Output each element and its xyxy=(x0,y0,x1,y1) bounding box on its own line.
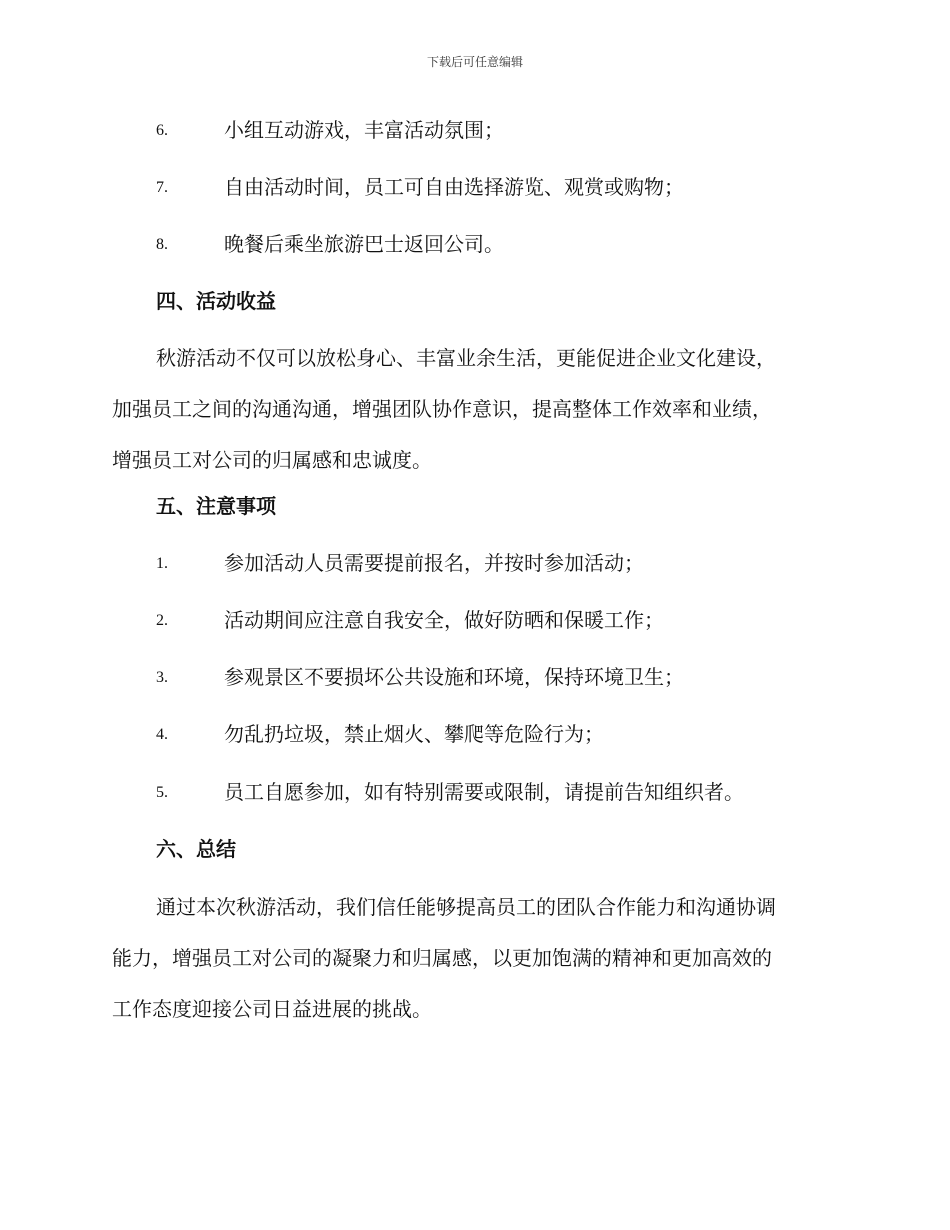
list-item-text: 勿乱扔垃圾，禁止烟火、攀爬等危险行为； xyxy=(224,722,604,746)
list-item xyxy=(0,115,950,145)
paragraph-line: 能力，增强员工对公司的凝聚力和归属感，以更加饱满的精神和更加高效的 xyxy=(112,946,772,970)
list-item-number: 6. xyxy=(156,122,168,139)
paragraph-summary xyxy=(112,882,842,1035)
list-item-text: 员工自愿参加，如有特别需要或限制，请提前告知组织者。 xyxy=(224,780,744,804)
paragraph-line: 增强员工对公司的归属感和忠诚度。 xyxy=(112,448,432,472)
list-item xyxy=(0,719,950,749)
list-item xyxy=(0,229,950,259)
list-item-text: 小组互动游戏，丰富活动氛围； xyxy=(224,118,504,142)
list-item-number: 2. xyxy=(156,612,168,629)
paragraph-line: 通过本次秋游活动，我们信任能够提高员工的团队合作能力和沟通协调 xyxy=(156,895,776,919)
list-item-text: 活动期间应注意自我安全，做好防晒和保暖工作； xyxy=(224,608,664,632)
list-item-text: 参加活动人员需要提前报名，并按时参加活动； xyxy=(224,551,644,575)
list-item-number: 3. xyxy=(156,669,168,686)
list-item xyxy=(0,777,950,807)
section-heading-benefits: 四、活动收益 xyxy=(156,289,276,313)
list-item-number: 4. xyxy=(156,726,168,743)
paragraph-line: 工作态度迎接公司日益进展的挑战。 xyxy=(112,997,432,1021)
list-item-text: 自由活动时间，员工可自由选择游览、观赏或购物； xyxy=(224,175,684,199)
section-heading-summary: 六、总结 xyxy=(156,837,236,861)
list-item xyxy=(0,605,950,635)
paragraph-line: 加强员工之间的沟通沟通，增强团队协作意识，提高整体工作效率和业绩， xyxy=(112,397,772,421)
list-item-text: 晚餐后乘坐旅游巴士返回公司。 xyxy=(224,232,504,256)
list-item xyxy=(0,172,950,202)
list-item xyxy=(0,662,950,692)
list-item-number: 7. xyxy=(156,179,168,196)
paragraph-line: 秋游活动不仅可以放松身心、丰富业余生活，更能促进企业文化建设， xyxy=(156,346,776,370)
list-item xyxy=(0,548,950,578)
list-item-number: 8. xyxy=(156,236,168,253)
paragraph-benefits xyxy=(112,333,842,486)
section-heading-notes: 五、注意事项 xyxy=(156,494,276,518)
list-item-number: 5. xyxy=(156,784,168,801)
list-item-number: 1. xyxy=(156,555,168,572)
list-item-text: 参观景区不要损坏公共设施和环境，保持环境卫生； xyxy=(224,665,684,689)
header-note: 下载后可任意编辑 xyxy=(426,55,523,69)
